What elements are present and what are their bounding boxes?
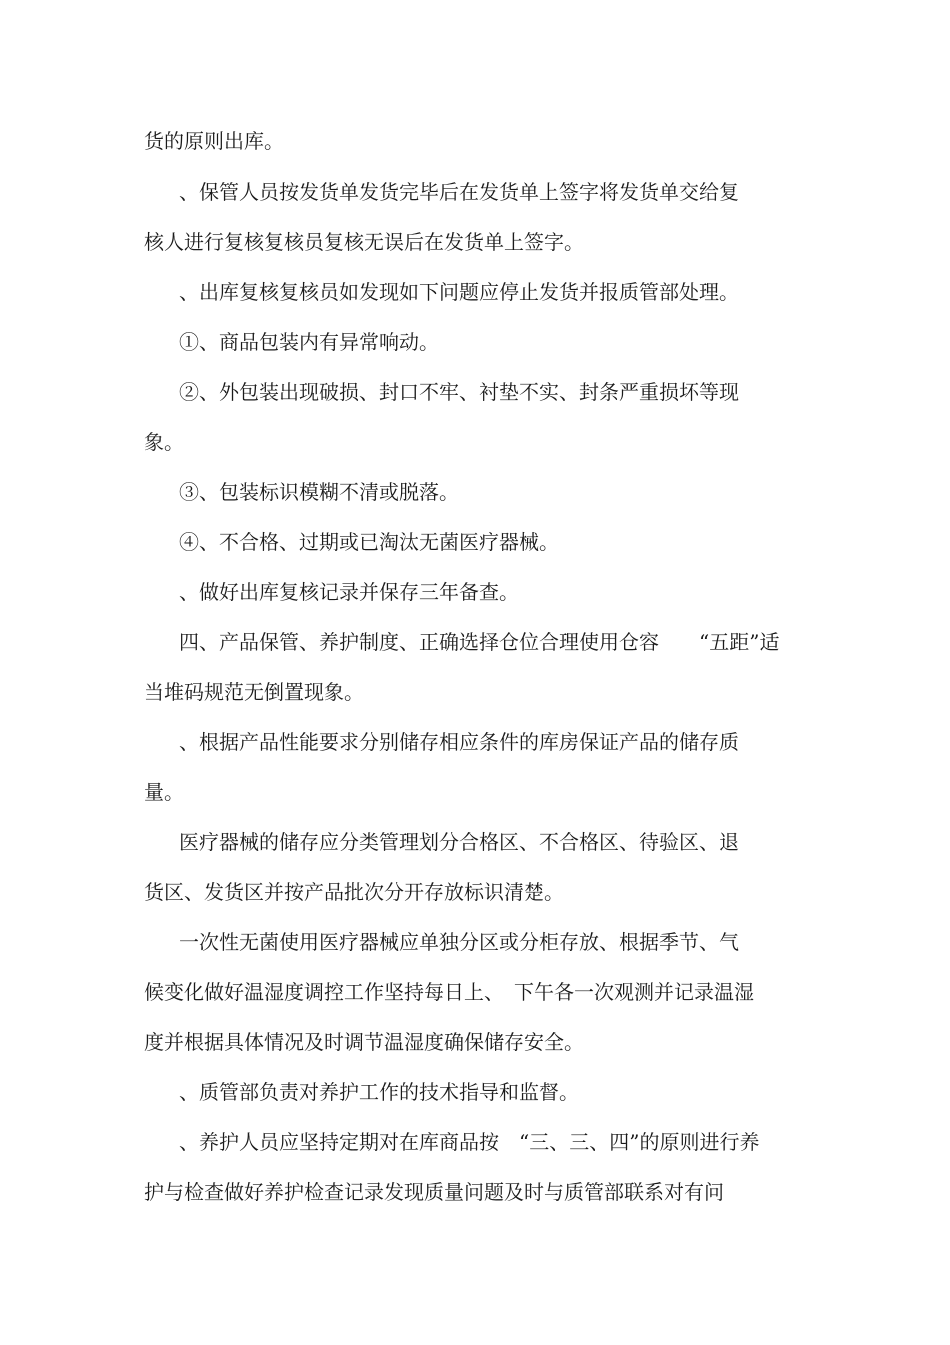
text-line: 医疗器械的储存应分类管理划分合格区、不合格区、待验区、退 [179,830,739,854]
text-line: 四、产品保管、养护制度、正确选择仓位合理使用仓容 “五距”适 [179,630,780,654]
text-line: 、养护人员应坚持定期对在库商品按 “三、三、四”的原则进行养 [179,1130,760,1154]
text-line: 货区、发货区并按产品批次分开存放标识清楚。 [144,880,564,904]
text-line: 、保管人员按发货单发货完毕后在发货单上签字将发货单交给复 [179,180,739,204]
text-line: ②、外包装出现破损、封口不牢、衬垫不实、封条严重损坏等现 [179,380,739,404]
text-line: 度并根据具体情况及时调节温湿度确保储存安全。 [144,1030,584,1054]
text-line: 象。 [144,430,184,454]
text-line: ④、不合格、过期或已淘汰无菌医疗器械。 [179,530,559,554]
text-line: 、出库复核复核员如发现如下问题应停止发货并报质管部处理。 [179,280,739,304]
text-line: 货的原则出库。 [144,129,284,153]
text-line: 、质管部负责对养护工作的技术指导和监督。 [179,1080,579,1104]
text-line: 、做好出库复核记录并保存三年备查。 [179,580,519,604]
text-line: 、根据产品性能要求分别储存相应条件的库房保证产品的储存质 [179,730,739,754]
text-line: 护与检查做好养护检查记录发现质量问题及时与质管部联系对有问 [144,1180,724,1204]
text-line: 量。 [144,780,184,804]
text-line: 一次性无菌使用医疗器械应单独分区或分柜存放、根据季节、气 [179,930,739,954]
text-line: 候变化做好温湿度调控工作坚持每日上、 下午各一次观测并记录温湿 [144,980,754,1004]
text-line: 当堆码规范无倒置现象。 [144,680,364,704]
text-line: ①、商品包装内有异常响动。 [179,330,439,354]
text-line: 核人进行复核复核员复核无误后在发货单上签字。 [144,230,584,254]
text-line: ③、包装标识模糊不清或脱落。 [179,480,459,504]
